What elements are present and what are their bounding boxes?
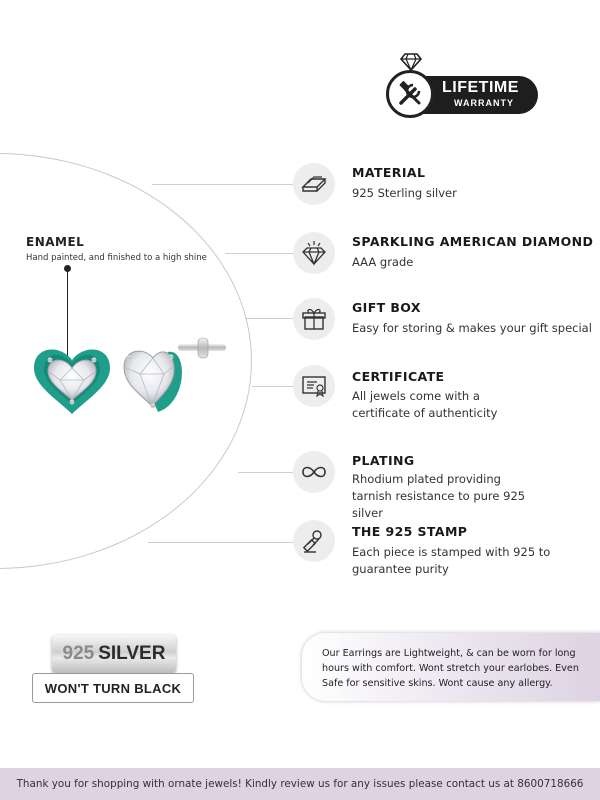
tools-icon	[386, 70, 434, 118]
feature-desc-gift-box: Easy for storing & makes your gift special	[352, 321, 592, 335]
lightweight-info-box: Our Earrings are Lightweight, & can be worn for long hours with comfort. Wont stretch your earlobes. Even Safe for sensitive skins. Wont cause any allergy.	[302, 633, 600, 701]
feature-title-certificate: CERTIFICATE	[352, 369, 445, 384]
feature-title-stamp: THE 925 STAMP	[352, 524, 468, 539]
enamel-title: ENAMEL	[26, 235, 85, 249]
warranty-line2: WARRANTY	[454, 98, 514, 108]
enamel-description: Hand painted, and finished to a high shine	[26, 253, 207, 263]
feature-title-gift-box: GIFT BOX	[352, 300, 421, 315]
footer-banner: Thank you for shopping with ornate jewels! Kindly review us for any issues please contact us at 8600718666	[0, 768, 600, 800]
feature-connector-line	[252, 386, 295, 387]
lifetime-warranty-badge	[386, 52, 542, 122]
silver-bar-icon	[293, 163, 335, 205]
wont-turn-black-label: WON'T TURN BLACK	[32, 673, 194, 703]
feature-title-plating: PLATING	[352, 453, 415, 468]
silver-word: SILVER	[98, 643, 166, 664]
silver-number: 925	[62, 643, 95, 664]
gift-icon	[293, 298, 335, 340]
feature-connector-line	[238, 472, 295, 473]
feature-connector-line	[152, 184, 294, 185]
certificate-icon	[293, 365, 335, 407]
silver-badge	[52, 635, 176, 673]
diamond-icon	[400, 52, 422, 72]
feature-connector-line	[148, 542, 295, 543]
feature-title-material: MATERIAL	[352, 165, 426, 180]
warranty-line1: LIFETIME	[442, 79, 519, 96]
feature-connector-line	[225, 253, 295, 254]
diamond-icon	[293, 232, 335, 274]
feature-desc-diamond: AAA grade	[352, 255, 414, 269]
feature-desc-plating: Rhodium plated providing tarnish resistance to pure 925 silver	[352, 472, 526, 520]
feature-desc-stamp: Each piece is stamped with 925 to guarantee purity	[352, 545, 551, 576]
stamp-icon	[293, 520, 335, 562]
feature-desc-material: 925 Sterling silver	[352, 186, 457, 200]
heart-earrings-image	[28, 330, 238, 425]
feature-desc-certificate: All jewels come with a certificate of authenticity	[352, 389, 498, 420]
infinity-icon	[293, 451, 335, 493]
feature-title-diamond: SPARKLING AMERICAN DIAMOND	[352, 234, 594, 249]
feature-connector-line	[245, 318, 295, 319]
